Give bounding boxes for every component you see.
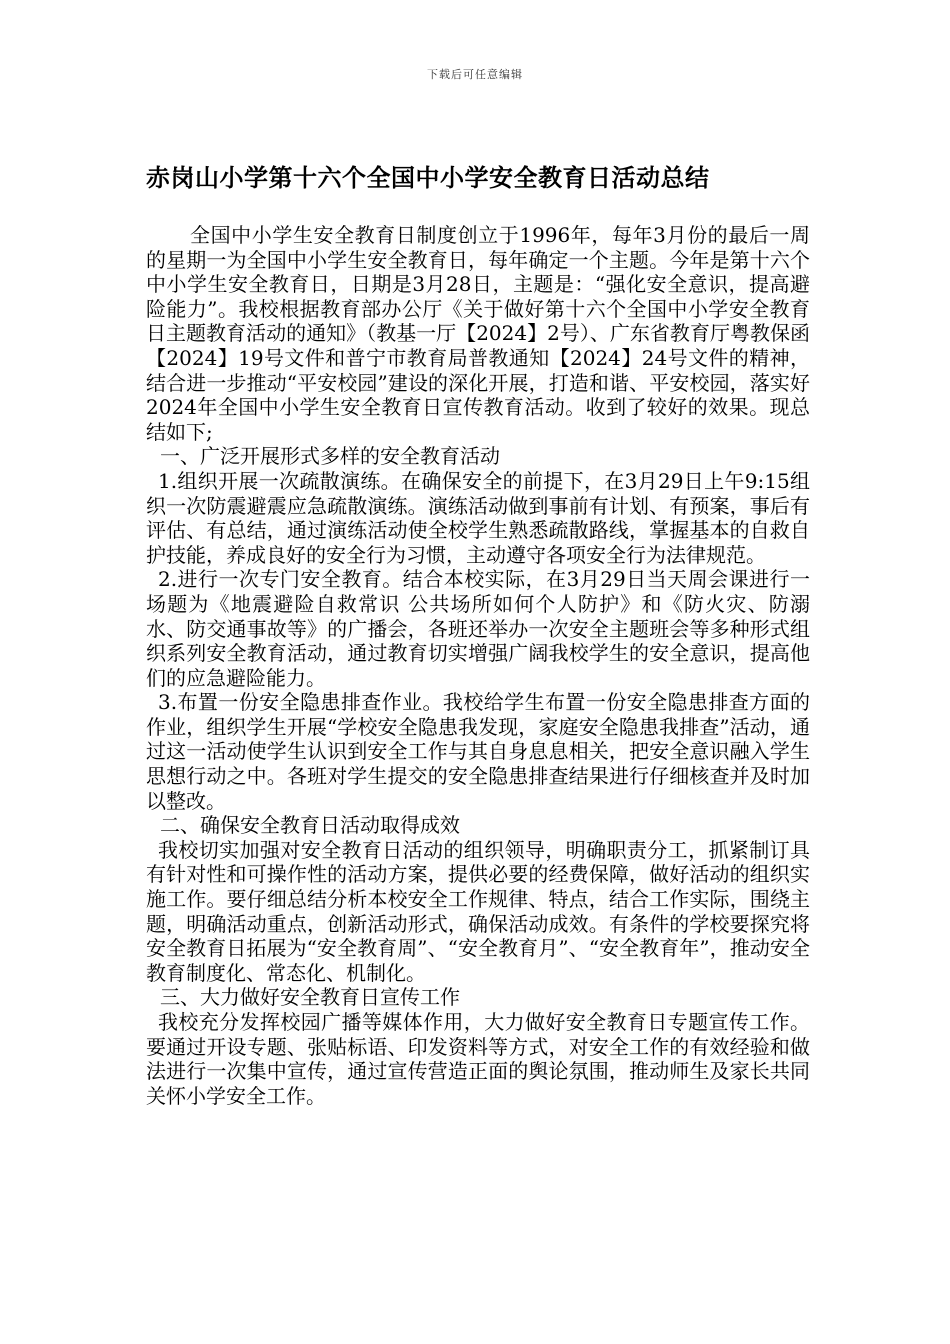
section-heading-3: 三、大力做好安全教育日宣传工作: [160, 985, 460, 1010]
item-paragraph-1: 1.组织开展一次疏散演练。在确保安全的前提下，在3月29日上午9:15组织一次防震避震应急疏散演练。演练活动做到事前有计划、有预案，事后有评估、有总结，通过演练活动使全校学生熟悉疏散路线，掌握基本的自救自护技能，养成良好的安全行为习惯，主动遵守各项安全行为法律规范。: [146, 468, 810, 567]
section-heading-1: 一、广泛开展形式多样的安全教育活动: [160, 444, 500, 469]
item-paragraph-3: 3.布置一份安全隐患排查作业。我校给学生布置一份安全隐患排查方面的作业，组织学生开展“学校安全隐患我发现，家庭安全隐患我排查”活动，通过这一活动使学生认识到安全工作与其自身息息相关，把安全意识融入学生思想行动之中。各班对学生提交的安全隐患排查结果进行仔细核查并及时加以整改。: [146, 690, 810, 813]
intro-paragraph: 全国中小学生安全教育日制度创立于1996年，每年3月份的最后一周的星期一为全国中小学生安全教育日，每年确定一个主题。今年是第十六个中小学生安全教育日，日期是3月28日，主题是：“强化安全意识，提高避险能力”。我校根据教育部办公厅《关于做好第十六个全国中小学安全教育日主题教育活动的通知》（教基一厅【2024】2号）、广东省教育厅粤教保函【2024】19号文件和普宁市教育局普教通知【2024】24号文件的精神，结合进一步推动“平安校园”建设的深化开展，打造和谐、平安校园，落实好2024年全国中小学生安全教育日宣传教育活动。收到了较好的效果。现总结如下;: [146, 223, 810, 444]
header-note: 下载后可任意编辑: [427, 68, 523, 81]
document-title: 赤岗山小学第十六个全国中小学安全教育日活动总结: [146, 164, 710, 192]
section-2-paragraph: 我校切实加强对安全教育日活动的组织领导，明确职责分工，抓紧制订具有针对性和可操作性的活动方案，提供必要的经费保障，做好活动的组织实施工作。要仔细总结分析本校安全工作规律、特点，结合工作实际，围绕主题，明确活动重点，创新活动形式，确保活动成效。有条件的学校要探究将安全教育日拓展为“安全教育周”、“安全教育月”、“安全教育年”，推动安全教育制度化、常态化、机制化。: [146, 837, 810, 985]
item-paragraph-2: 2.进行一次专门安全教育。结合本校实际，在3月29日当天周会课进行一场题为《地震避险自救常识 公共场所如何个人防护》和《防火灾、防溺水、防交通事故等》的广播会，各班还举办一次安全主题班会等多种形式组织系列安全教育活动，通过教育切实增强广阔我校学生的安全意识，提高他们的应急避险能力。: [146, 567, 810, 690]
section-3-paragraph: 我校充分发挥校园广播等媒体作用，大力做好安全教育日专题宣传工作。要通过开设专题、张贴标语、印发资料等方式，对安全工作的有效经验和做法进行一次集中宣传，通过宣传营造正面的舆论氛围，推动师生及家长共同关怀小学安全工作。: [146, 1010, 810, 1108]
section-heading-2: 二、确保安全教育日活动取得成效: [160, 813, 460, 838]
document-body: [146, 223, 810, 1108]
